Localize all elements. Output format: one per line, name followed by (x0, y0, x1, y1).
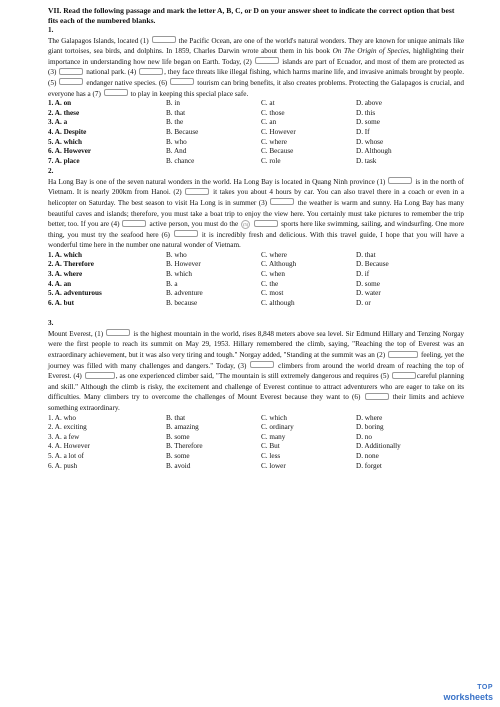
passage-3-text: Mount Everest, (1) is the highest mountain in the world, rises 8,848 meters above sea level. Sir Edmund Hillary and Tenzing Norgay were the first people to reach its summit on May 29, 1953. Hillary remembered the climb, saying, "Reaching the top of Everest was an extraordinary achievement, but it was also very tiring and tough." Norgay added, "Standing at the summit was an (2) feeling, yet the journey was filled with many challenges and dangers." Today, (3) climbers from around the world dream of reaching the top of Everest. (4) , as one experienced climber said, "The mountain is still extremely dangerous and requires (5) careful planning and skill." Although the climb is risky, the excitement and challenge of Everest continue to attract adventurers who are eager to take on its difficulties. Many climbers try to overcome the challenges of Mount Everest because they want to (6) their limits and achieve something extraordinary. (48, 329, 465, 412)
passage-2-number: 2. (48, 167, 54, 176)
blank-input[interactable] (139, 68, 163, 75)
options-row: 3. A. a B. the C. an D. some (48, 118, 380, 127)
passage-2-text: Ha Long Bay is one of the seven natural wonders in the world. Ha Long Bay is located in Quang Ninh province (1) is in the north of Vietnam. It is nearly 200km from Hanoi. (2) it takes you about 4 hours by car. You can also travel there in a coach or even in a helicopter on Saturday. The best season to visit Ha Long is in summer (3) the weather is warm and sunny. Ha Long Bay has many beautiful caves and islands; therefore, you must take a boat trip to enjoy the view here. You certainly must take pictures to remember the trip better, too. If you are (4) active person, you must do the (5) sports here like swimming, sailing, and windsurfing. One more thing, you must try the seafood here (6) it is incredibly fresh and delicious. With this travel guide, I hope that you will have a wonderful time here in the number one natural wonder of Vietnam. (48, 177, 465, 250)
options-row: 1. A. who B. that C. which D. where (48, 413, 383, 422)
blank-input[interactable] (174, 230, 198, 237)
blank-input[interactable] (85, 372, 115, 379)
blank-input[interactable] (365, 393, 389, 400)
blank-input[interactable] (122, 220, 146, 227)
blank-input[interactable] (185, 188, 209, 195)
blank-input[interactable] (59, 68, 83, 75)
book-title: On The Origin of Species (332, 47, 409, 56)
options-row: 2. A. exciting B. amazing C. ordinary D. boring (48, 423, 384, 432)
options-row: 6. A. push B. avoid C. lower D. forget (48, 461, 382, 470)
options-row: 4. A. an B. a C. the D. some (48, 279, 380, 288)
blank-input[interactable] (270, 198, 294, 205)
passage-3-number: 3. (48, 319, 54, 328)
blank-input[interactable] (152, 36, 176, 43)
options-row: 5. A. adventurous B. adventure C. most D. water (48, 289, 381, 298)
options-table-1 (48, 99, 464, 166)
options-row: 5. A. a lot of B. some C. less D. none (48, 451, 379, 460)
options-row: 3. A. where B. which C. when D. if (48, 270, 370, 279)
blank-input[interactable] (250, 361, 274, 368)
options-row: 1. A. which B. who C. where D. that (48, 250, 376, 259)
options-row: 7. A. place B. chance C. role D. task (48, 156, 377, 165)
blank-input[interactable] (255, 57, 279, 64)
options-row: 2. A. Therefore B. However C. Although D. Because (48, 260, 389, 269)
passage-1-text: The Galapagos Islands, located (1) the Pacific Ocean, are one of the world's natural wonders. They are known for unique animals like giant tortoises, sea birds, and dolphins. In 1859, Charles Darwin wrote about them in his book On The Origin of Species, highlighting their importance in understanding how new life began on Earth. Today, (2) islands are part of Ecuador, and most of them are protected as (3) national park. (4) , they face threats like illegal fishing, which harms marine life, and invasive animals brought by people. (5) endanger native species. (6) tourism can bring benefits, it also creates problems. Protecting the Galapagos is crucial, and everyone has a (7) to play in keeping this special place safe. (48, 36, 465, 98)
blank-input[interactable] (104, 89, 128, 96)
passage-1-number: 1. (48, 26, 54, 35)
circled-blank-marker: (5) (243, 222, 249, 228)
options-row: 4. A. Despite B. Because C. However D. If (48, 127, 370, 136)
blank-input[interactable] (254, 220, 278, 227)
options-row: 2. A. these B. that C. those D. this (48, 108, 376, 117)
worksheet-page (48, 6, 464, 471)
exercise-instruction: VII. Read the following passage and mark the letter A, B, C, or D on your answer sheet to indicate the correct option that best fits each of the numbered blanks. (48, 6, 455, 25)
blank-input[interactable] (388, 177, 412, 184)
options-row: 3. A. a few B. some C. many D. no (48, 432, 372, 441)
blank-input[interactable] (170, 78, 194, 85)
options-row: 1. A. on B. in C. at D. above (48, 99, 382, 108)
options-row: 6. A. However B. And C. Because D. Although (48, 147, 392, 156)
options-row: 4. A. However B. Therefore C. But D. Additionally (48, 442, 401, 451)
options-row: 6. A. but B. because C. although D. or (48, 298, 371, 307)
options-table-2 (48, 251, 464, 309)
blank-input[interactable] (388, 351, 418, 358)
options-table-3 (48, 414, 464, 472)
blank-input[interactable] (59, 78, 83, 85)
blank-input[interactable] (106, 329, 130, 336)
blank-input[interactable] (392, 372, 416, 379)
topworksheets-logo: TOP worksheets (443, 684, 493, 702)
options-row: 5. A. which B. who C. where D. whose (48, 137, 384, 146)
